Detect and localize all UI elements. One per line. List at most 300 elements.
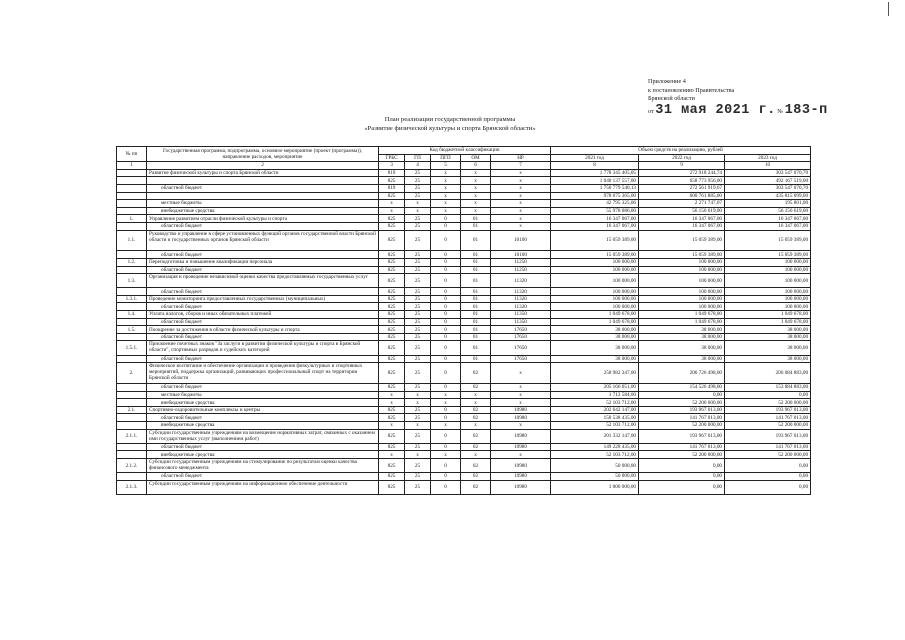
- index-cell: 4: [405, 162, 431, 170]
- grbs-cell: х: [379, 207, 405, 215]
- amount-2022-cell: 193 967 013,00: [639, 429, 725, 443]
- table-row: [117, 443, 811, 451]
- gp-cell: 25: [405, 251, 431, 259]
- row-name-cell: Организация и проведение независимой оценки качества предоставляемых государственных услуг: [147, 274, 379, 288]
- amount-2021-cell: 100 000,00: [551, 274, 639, 288]
- pgp-cell: х: [431, 399, 461, 407]
- number-stamp: 183-п: [784, 102, 828, 118]
- table-row: [117, 355, 811, 363]
- table-row: [117, 326, 811, 334]
- header-num: № пп: [117, 147, 147, 162]
- gp-cell: 25: [405, 414, 431, 422]
- amount-2022-cell: 56 156 619,00: [639, 207, 725, 215]
- grbs-cell: х: [379, 451, 405, 459]
- row-name-cell: Спортивно-оздоровительные комплексы и центры: [147, 406, 379, 414]
- scan-edge-mark: [888, 2, 889, 16]
- index-cell: 5: [431, 162, 461, 170]
- row-name-cell: областной бюджет: [147, 184, 379, 192]
- amount-2022-cell: 141 767 013,00: [639, 414, 725, 422]
- amount-2023-cell: 15 059 389,00: [725, 251, 811, 259]
- gp-cell: 25: [405, 177, 431, 185]
- row-num-cell: 1.3.1.: [117, 295, 147, 303]
- pgp-cell: 0: [431, 274, 461, 288]
- amount-2023-cell: 0,00: [725, 458, 811, 472]
- gp-cell: 25: [405, 384, 431, 392]
- amount-2021-cell: 38 000,00: [551, 326, 639, 334]
- table-row: [117, 222, 811, 230]
- table-row: [117, 318, 811, 326]
- gp-cell: х: [405, 422, 431, 430]
- om-cell: х: [461, 399, 491, 407]
- gp-cell: 25: [405, 295, 431, 303]
- amount-2021-cell: 100 000,00: [551, 295, 639, 303]
- row-name-cell: внебюджетные средства: [147, 451, 379, 459]
- grbs-cell: 825: [379, 341, 405, 355]
- row-num-cell: [117, 414, 147, 422]
- om-cell: х: [461, 451, 491, 459]
- nr-cell: 17650: [491, 355, 551, 363]
- amount-2021-cell: 100 000,00: [551, 303, 639, 311]
- om-cell: 01: [461, 266, 491, 274]
- om-cell: 01: [461, 318, 491, 326]
- amount-2021-cell: 100 000,00: [551, 288, 639, 296]
- row-num-cell: [117, 333, 147, 341]
- pgp-cell: х: [431, 184, 461, 192]
- amount-2023-cell: 38 000,00: [725, 333, 811, 341]
- row-num-cell: [117, 422, 147, 430]
- amount-2021-cell: 15 059 389,00: [551, 251, 639, 259]
- row-name-cell: областной бюджет: [147, 318, 379, 326]
- table-row: [117, 399, 811, 407]
- amount-2023-cell: 206 084 883,00: [725, 363, 811, 384]
- pgp-cell: 0: [431, 480, 461, 494]
- grbs-cell: 825: [379, 303, 405, 311]
- row-num-cell: [117, 200, 147, 208]
- om-cell: 02: [461, 406, 491, 414]
- amount-2023-cell: 1 049 678,00: [725, 318, 811, 326]
- amount-2021-cell: 1 750 779 540,13: [551, 184, 639, 192]
- grbs-cell: 825: [379, 458, 405, 472]
- row-num-cell: [117, 184, 147, 192]
- grbs-cell: 825: [379, 443, 405, 451]
- nr-cell: 11320: [491, 288, 551, 296]
- amount-2023-cell: 100 000,00: [725, 266, 811, 274]
- row-name-cell: Переподготовка и повышение квалификации персонала: [147, 258, 379, 266]
- pgp-cell: 0: [431, 414, 461, 422]
- header-2022: 2022 год: [639, 154, 725, 162]
- nr-cell: х: [491, 363, 551, 384]
- nr-cell: х: [491, 192, 551, 200]
- grbs-cell: 825: [379, 266, 405, 274]
- header-2021: 2021 год: [551, 154, 639, 162]
- row-name-cell: областной бюджет: [147, 251, 379, 259]
- amount-2021-cell: 978 675 365,00: [551, 192, 639, 200]
- gp-cell: 25: [405, 169, 431, 177]
- om-cell: 01: [461, 215, 491, 223]
- nr-cell: х: [491, 169, 551, 177]
- row-num-cell: [117, 443, 147, 451]
- amount-2022-cell: 193 967 013,00: [639, 406, 725, 414]
- pgp-cell: 0: [431, 230, 461, 251]
- nr-cell: х: [491, 215, 551, 223]
- nr-cell: х: [491, 384, 551, 392]
- amount-2023-cell: 100 000,00: [725, 303, 811, 311]
- amount-2022-cell: 206 726 498,00: [639, 363, 725, 384]
- grbs-cell: 825: [379, 288, 405, 296]
- header-om: ОМ: [461, 154, 491, 162]
- table-row: [117, 363, 811, 384]
- om-cell: 01: [461, 251, 491, 259]
- gp-cell: 25: [405, 192, 431, 200]
- amount-2021-cell: 16 347 067,00: [551, 215, 639, 223]
- row-num-cell: [117, 222, 147, 230]
- table-header-row-1: [117, 147, 811, 155]
- amount-2022-cell: 15 059 389,00: [639, 251, 725, 259]
- row-num-cell: [117, 192, 147, 200]
- amount-2022-cell: 2 271 747,07: [639, 200, 725, 208]
- row-name-cell: Поощрение за достижения в области физической культуры и спорта: [147, 326, 379, 334]
- amount-2023-cell: 303 547 070,70: [725, 184, 811, 192]
- row-num-cell: 2.1.3.: [117, 480, 147, 494]
- amount-2023-cell: 38 000,00: [725, 326, 811, 334]
- row-name-cell: областной бюджет: [147, 222, 379, 230]
- row-num-cell: 1.2.: [117, 258, 147, 266]
- gp-cell: 25: [405, 318, 431, 326]
- amount-2021-cell: 149 228 435,00: [551, 443, 639, 451]
- amount-2021-cell: 1 712 584,00: [551, 391, 639, 399]
- grbs-cell: 825: [379, 429, 405, 443]
- pgp-cell: 0: [431, 318, 461, 326]
- grbs-cell: 825: [379, 473, 405, 481]
- table-row: [117, 295, 811, 303]
- grbs-cell: х: [379, 200, 405, 208]
- title-line-2: «Развитие физической культуры и спорта Брянской области»: [364, 124, 536, 132]
- gp-cell: 25: [405, 230, 431, 251]
- amount-2023-cell: 435 815 099,00: [725, 192, 811, 200]
- amount-2021-cell: 100 000,00: [551, 258, 639, 266]
- nr-cell: 10980: [491, 443, 551, 451]
- nr-cell: х: [491, 207, 551, 215]
- om-cell: 01: [461, 333, 491, 341]
- row-num-cell: [117, 177, 147, 185]
- pgp-cell: 0: [431, 406, 461, 414]
- table-row: [117, 422, 811, 430]
- grbs-cell: 825: [379, 177, 405, 185]
- row-name-cell: областной бюджет: [147, 355, 379, 363]
- pgp-cell: х: [431, 177, 461, 185]
- table-row: [117, 429, 811, 443]
- pgp-cell: 0: [431, 258, 461, 266]
- amount-2023-cell: 0,00: [725, 391, 811, 399]
- gp-cell: 25: [405, 274, 431, 288]
- grbs-cell: 825: [379, 274, 405, 288]
- row-name-cell: Развитие физической культуры и спорта Брянской области: [147, 169, 379, 177]
- om-cell: 01: [461, 222, 491, 230]
- gp-cell: 25: [405, 406, 431, 414]
- nr-cell: х: [491, 399, 551, 407]
- row-num-cell: [117, 451, 147, 459]
- row-name-cell: Субсидии государственным учреждениям на информационное обеспечение деятельности: [147, 480, 379, 494]
- pgp-cell: х: [431, 422, 461, 430]
- grbs-cell: 825: [379, 192, 405, 200]
- pgp-cell: х: [431, 391, 461, 399]
- amount-2023-cell: 195 801,00: [725, 200, 811, 208]
- grbs-cell: 825: [379, 384, 405, 392]
- grbs-cell: 825: [379, 251, 405, 259]
- row-num-cell: 1.5.1.: [117, 341, 147, 355]
- amount-2021-cell: 52 103 712,00: [551, 399, 639, 407]
- row-name-cell: областной бюджет: [147, 443, 379, 451]
- nr-cell: 11350: [491, 318, 551, 326]
- amount-2021-cell: 50 000,00: [551, 458, 639, 472]
- row-name-cell: местные бюджеты: [147, 391, 379, 399]
- table-row: [117, 251, 811, 259]
- header-nr: НР: [491, 154, 551, 162]
- row-num-cell: 1.4.: [117, 311, 147, 319]
- header-pgp: ПГП: [431, 154, 461, 162]
- amount-2022-cell: 154 526 498,00: [639, 384, 725, 392]
- amount-2021-cell: 42 795 325,06: [551, 200, 639, 208]
- row-num-cell: 1.: [117, 215, 147, 223]
- amount-2022-cell: 52 200 000,00: [639, 399, 725, 407]
- amount-2022-cell: 52 200 000,00: [639, 451, 725, 459]
- pgp-cell: 0: [431, 215, 461, 223]
- grbs-cell: 825: [379, 230, 405, 251]
- row-name-cell: Субсидии государственным учреждениям на стимулирование по результатам оценки качества финансового менеджмента: [147, 458, 379, 472]
- amount-2022-cell: 0,00: [639, 473, 725, 481]
- amount-2022-cell: 16 347 067,00: [639, 215, 725, 223]
- amount-2022-cell: 1 049 678,00: [639, 311, 725, 319]
- om-cell: 02: [461, 414, 491, 422]
- nr-cell: 10980: [491, 414, 551, 422]
- om-cell: 01: [461, 311, 491, 319]
- pgp-cell: 0: [431, 355, 461, 363]
- nr-cell: 11250: [491, 266, 551, 274]
- gp-cell: 25: [405, 258, 431, 266]
- row-name-cell: [147, 177, 379, 185]
- gp-cell: 25: [405, 303, 431, 311]
- amount-2023-cell: 38 000,00: [725, 355, 811, 363]
- om-cell: 01: [461, 274, 491, 288]
- table-row: [117, 473, 811, 481]
- index-cell: 1: [117, 162, 147, 170]
- amount-2022-cell: 100 000,00: [639, 266, 725, 274]
- row-name-cell: областной бюджет: [147, 414, 379, 422]
- amount-2023-cell: 193 967 013,00: [725, 429, 811, 443]
- om-cell: 02: [461, 384, 491, 392]
- row-name-cell: областной бюджет: [147, 288, 379, 296]
- row-num-cell: [117, 473, 147, 481]
- table-row: [117, 384, 811, 392]
- amount-2021-cell: 52 103 712,00: [551, 451, 639, 459]
- nr-cell: 11320: [491, 295, 551, 303]
- pgp-cell: 0: [431, 251, 461, 259]
- row-num-cell: 1.5.: [117, 326, 147, 334]
- document-title: [300, 116, 600, 133]
- nr-cell: 10100: [491, 251, 551, 259]
- amount-2023-cell: 0,00: [725, 473, 811, 481]
- row-name-cell: областной бюджет: [147, 266, 379, 274]
- grbs-cell: 825: [379, 406, 405, 414]
- table-row: [117, 391, 811, 399]
- gp-cell: 25: [405, 215, 431, 223]
- row-num-cell: [117, 303, 147, 311]
- row-name-cell: Руководство и управление в сфере установленных функций органов государственной власти Брянской области и государственных органов Брянской области: [147, 230, 379, 251]
- pgp-cell: 0: [431, 333, 461, 341]
- nr-cell: 17650: [491, 333, 551, 341]
- om-cell: х: [461, 422, 491, 430]
- nr-cell: х: [491, 184, 551, 192]
- om-cell: х: [461, 184, 491, 192]
- row-num-cell: [117, 288, 147, 296]
- om-cell: 02: [461, 458, 491, 472]
- nr-cell: 11250: [491, 258, 551, 266]
- pgp-cell: 0: [431, 341, 461, 355]
- row-name-cell: Присвоение почетных знаков "За заслуги в развитии физической культуры и спорта в Брянской области", спортивных разрядов и судейских категорий: [147, 341, 379, 355]
- pgp-cell: 0: [431, 326, 461, 334]
- amount-2023-cell: 153 884 883,00: [725, 384, 811, 392]
- amount-2022-cell: 600 761 885,00: [639, 192, 725, 200]
- gp-cell: 25: [405, 266, 431, 274]
- amount-2023-cell: 303 547 070,70: [725, 169, 811, 177]
- amount-2022-cell: 15 059 389,00: [639, 230, 725, 251]
- gp-cell: 25: [405, 458, 431, 472]
- grbs-cell: 825: [379, 318, 405, 326]
- gp-cell: 25: [405, 473, 431, 481]
- row-num-cell: 2.1.1.: [117, 429, 147, 443]
- amount-2023-cell: 56 156 619,00: [725, 207, 811, 215]
- amount-2023-cell: 16 347 067,00: [725, 215, 811, 223]
- amount-2023-cell: 100 000,00: [725, 295, 811, 303]
- nr-cell: 11350: [491, 311, 551, 319]
- nr-cell: х: [491, 222, 551, 230]
- pgp-cell: х: [431, 169, 461, 177]
- nr-cell: 10100: [491, 230, 551, 251]
- amount-2021-cell: 15 059 389,00: [551, 230, 639, 251]
- pgp-cell: 0: [431, 443, 461, 451]
- amount-2023-cell: 141 767 013,00: [725, 414, 811, 422]
- grbs-cell: 825: [379, 363, 405, 384]
- table-row: [117, 207, 811, 215]
- amount-2021-cell: 55 978 086,00: [551, 207, 639, 215]
- grbs-cell: 825: [379, 258, 405, 266]
- om-cell: 01: [461, 326, 491, 334]
- pgp-cell: 0: [431, 384, 461, 392]
- pgp-cell: 0: [431, 429, 461, 443]
- amount-2022-cell: 100 000,00: [639, 274, 725, 288]
- amount-2021-cell: 38 000,00: [551, 333, 639, 341]
- om-cell: 01: [461, 341, 491, 355]
- amount-2023-cell: 52 200 000,00: [725, 399, 811, 407]
- table-row: [117, 303, 811, 311]
- table-row: [117, 169, 811, 177]
- pgp-cell: 0: [431, 288, 461, 296]
- om-cell: 02: [461, 480, 491, 494]
- nr-cell: х: [491, 422, 551, 430]
- appendix-line-1: Приложение 4: [648, 78, 686, 85]
- gp-cell: 25: [405, 355, 431, 363]
- gp-cell: 25: [405, 222, 431, 230]
- om-cell: х: [461, 192, 491, 200]
- row-num-cell: 2.: [117, 363, 147, 384]
- table-row: [117, 406, 811, 414]
- amount-2023-cell: 15 059 389,00: [725, 230, 811, 251]
- table-row: [117, 215, 811, 223]
- nr-cell: х: [491, 177, 551, 185]
- nr-cell: 11320: [491, 274, 551, 288]
- amount-2022-cell: 38 000,00: [639, 326, 725, 334]
- title-line-1: План реализации государственной программы: [384, 116, 516, 123]
- gp-cell: 25: [405, 311, 431, 319]
- table-row: [117, 288, 811, 296]
- nr-cell: 10980: [491, 480, 551, 494]
- amount-2023-cell: 492 167 519,00: [725, 177, 811, 185]
- gp-cell: 25: [405, 333, 431, 341]
- row-num-cell: [117, 169, 147, 177]
- amount-2021-cell: 258 982 347,00: [551, 363, 639, 384]
- table-row: [117, 200, 811, 208]
- row-num-cell: [117, 391, 147, 399]
- table-row: [117, 414, 811, 422]
- amount-2021-cell: 50 000,00: [551, 473, 639, 481]
- table-body: [117, 162, 811, 495]
- amount-2022-cell: 1 049 678,00: [639, 318, 725, 326]
- om-cell: 01: [461, 288, 491, 296]
- amount-2021-cell: 1 049 678,00: [551, 311, 639, 319]
- amount-2021-cell: 38 000,00: [551, 341, 639, 355]
- gp-cell: 25: [405, 326, 431, 334]
- row-name-cell: областной бюджет: [147, 384, 379, 392]
- nr-cell: х: [491, 200, 551, 208]
- table-row: [117, 192, 811, 200]
- row-num-cell: [117, 384, 147, 392]
- grbs-cell: 825: [379, 295, 405, 303]
- grbs-cell: 825: [379, 215, 405, 223]
- nr-cell: 17650: [491, 326, 551, 334]
- table-row: [117, 458, 811, 472]
- amount-2021-cell: 1 040 137 557,00: [551, 177, 639, 185]
- amount-2023-cell: 100 000,00: [725, 274, 811, 288]
- pgp-cell: 0: [431, 473, 461, 481]
- nr-cell: х: [491, 451, 551, 459]
- grbs-cell: 825: [379, 222, 405, 230]
- grbs-cell: 825: [379, 311, 405, 319]
- pgp-cell: 0: [431, 311, 461, 319]
- amount-2023-cell: 52 200 000,00: [725, 451, 811, 459]
- header-grbs: ГРБС: [379, 154, 405, 162]
- index-cell: 2: [147, 162, 379, 170]
- table-row: [117, 341, 811, 355]
- table-row: [117, 451, 811, 459]
- amount-2022-cell: 38 000,00: [639, 355, 725, 363]
- gp-cell: 25: [405, 184, 431, 192]
- amount-2022-cell: 100 000,00: [639, 258, 725, 266]
- row-num-cell: 2.1.2.: [117, 458, 147, 472]
- gp-cell: 25: [405, 443, 431, 451]
- om-cell: х: [461, 207, 491, 215]
- amount-2022-cell: 0,00: [639, 458, 725, 472]
- om-cell: 02: [461, 429, 491, 443]
- amount-2021-cell: 52 103 712,00: [551, 422, 639, 430]
- pgp-cell: х: [431, 207, 461, 215]
- amount-2021-cell: 38 000,00: [551, 355, 639, 363]
- om-cell: х: [461, 177, 491, 185]
- header-2023: 2023 год: [725, 154, 811, 162]
- amount-2021-cell: 201 332 147,00: [551, 429, 639, 443]
- row-num-cell: [117, 318, 147, 326]
- row-name-cell: областной бюджет: [147, 473, 379, 481]
- amount-2022-cell: 100 000,00: [639, 303, 725, 311]
